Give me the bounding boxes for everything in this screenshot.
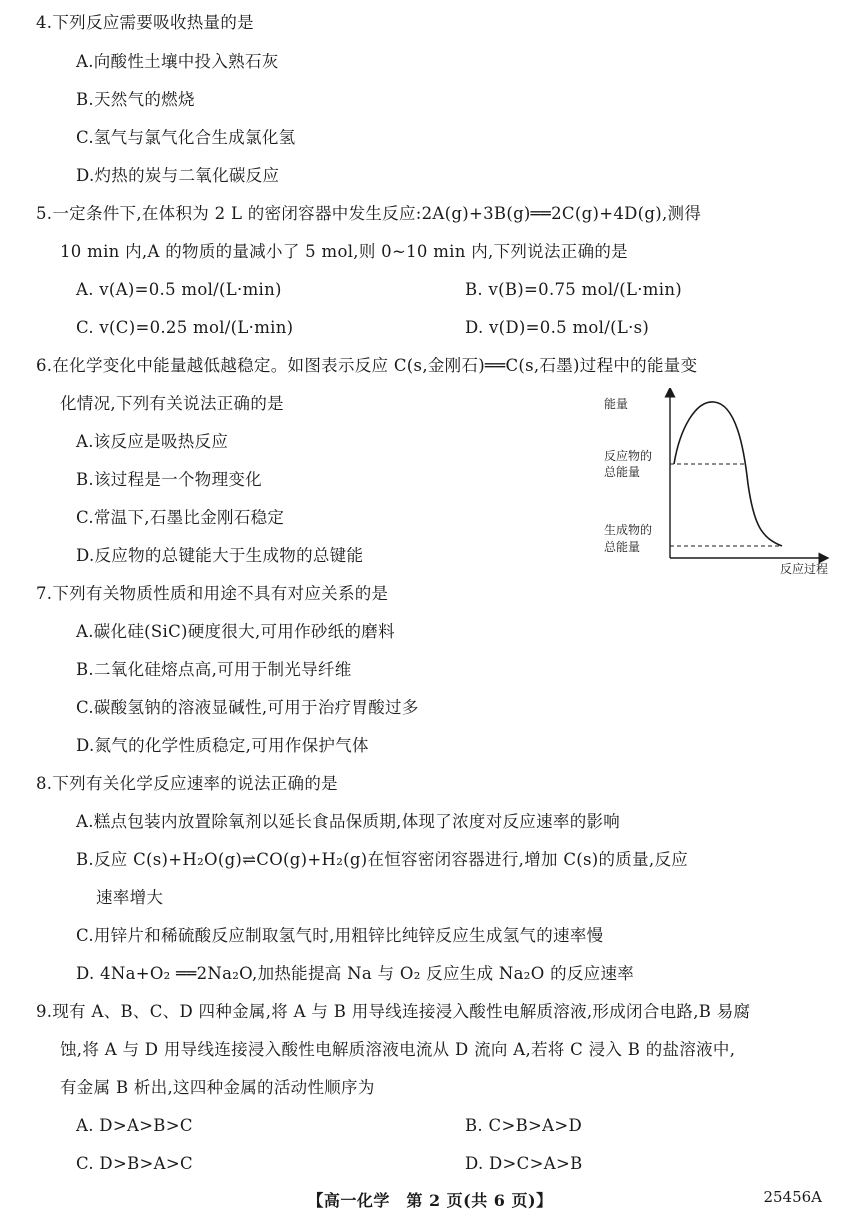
q8-option-b-line2: 速率增大 (96, 888, 164, 907)
q6-option-c: C.常温下,石墨比金刚石稳定 (76, 508, 285, 527)
q8-option-a: A.糕点包装内放置除氧剂以延长食品保质期,体现了浓度对反应速率的影响 (76, 812, 621, 831)
q6-option-a: A.该反应是吸热反应 (76, 432, 229, 451)
product-energy-label-1: 生成物的 (604, 523, 653, 537)
q6-option-d: D.反应物的总键能大于生成物的总键能 (76, 546, 364, 565)
q7-option-d: D.氮气的化学性质稳定,可用作保护气体 (76, 736, 369, 755)
q4-option-a: A.向酸性土壤中投入熟石灰 (76, 52, 279, 71)
q4-option-b: B.天然气的燃烧 (76, 90, 195, 109)
energy-diagram (596, 388, 836, 580)
q9-option-a: A. D>A>B>C (76, 1116, 193, 1135)
page-footer: 【高一化学 第 2 页(共 6 页)】 (307, 1191, 553, 1210)
q5-stem-line2: 10 min 内,A 的物质的量减小了 5 mol,则 0~10 min 内,下列说法正确的是 (60, 242, 628, 261)
q5-option-a: A. v(A)=0.5 mol/(L·min) (76, 280, 282, 299)
q9-option-b: B. C>B>A>D (465, 1116, 582, 1135)
paper-code: 25456A (763, 1188, 822, 1206)
q7-stem: 7.下列有关物质性质和用途不具有对应关系的是 (36, 584, 389, 603)
q8-option-b-line1: B.反应 C(s)+H₂O(g)⇌CO(g)+H₂(g)在恒容密闭容器进行,增加 C(s)的质量,反应 (76, 850, 689, 869)
q6-stem-line2: 化情况,下列有关说法正确的是 (60, 394, 284, 413)
q9-stem-line3: 有金属 B 析出,这四种金属的活动性顺序为 (60, 1078, 375, 1097)
q5-option-b: B. v(B)=0.75 mol/(L·min) (465, 280, 682, 299)
energy-curve (674, 402, 782, 546)
product-energy-label-2: 总能量 (604, 540, 641, 554)
q8-option-c: C.用锌片和稀硫酸反应制取氢气时,用粗锌比纯锌反应生成氢气的速率慢 (76, 926, 604, 945)
q8-option-d: D. 4Na+O₂ ══2Na₂O,加热能提高 Na 与 O₂ 反应生成 Na₂O 的反应速率 (76, 964, 635, 983)
y-axis-label: 能量 (604, 397, 629, 411)
q7-option-a: A.碳化硅(SiC)硬度很大,可用作砂纸的磨料 (76, 622, 395, 641)
reactant-energy-label-2: 总能量 (604, 465, 641, 479)
reactant-energy-label-1: 反应物的 (604, 449, 653, 463)
q6-option-b: B.该过程是一个物理变化 (76, 470, 262, 489)
q4-option-d: D.灼热的炭与二氧化碳反应 (76, 166, 280, 185)
q9-option-c: C. D>B>A>C (76, 1154, 193, 1173)
q7-option-b: B.二氧化硅熔点高,可用于制光导纤维 (76, 660, 352, 679)
q9-stem-line1: 9.现有 A、B、C、D 四种金属,将 A 与 B 用导线连接浸入酸性电解质溶液,形成闭合电路,B 易腐 (36, 1002, 751, 1021)
q8-stem: 8.下列有关化学反应速率的说法正确的是 (36, 774, 338, 793)
q5-stem-line1: 5.一定条件下,在体积为 2 L 的密闭容器中发生反应:2A(g)+3B(g)══2C(g)+4D(g),测得 (36, 204, 702, 223)
q5-option-d: D. v(D)=0.5 mol/(L·s) (465, 318, 650, 337)
q6-stem-line1: 6.在化学变化中能量越低越稳定。如图表示反应 C(s,金刚石)══C(s,石墨)过程中的能量变 (36, 356, 698, 375)
x-axis-label: 反应过程 (780, 562, 829, 576)
q5-option-c: C. v(C)=0.25 mol/(L·min) (76, 318, 294, 337)
q4-option-c: C.氢气与氯气化合生成氯化氢 (76, 128, 296, 147)
q9-stem-line2: 蚀,将 A 与 D 用导线连接浸入酸性电解质溶液电流从 D 流向 A,若将 C 浸入 B 的盐溶液中, (60, 1040, 736, 1059)
q7-option-c: C.碳酸氢钠的溶液显碱性,可用于治疗胃酸过多 (76, 698, 419, 717)
q9-option-d: D. D>C>A>B (465, 1154, 583, 1173)
q4-stem: 4.下列反应需要吸收热量的是 (36, 13, 254, 32)
